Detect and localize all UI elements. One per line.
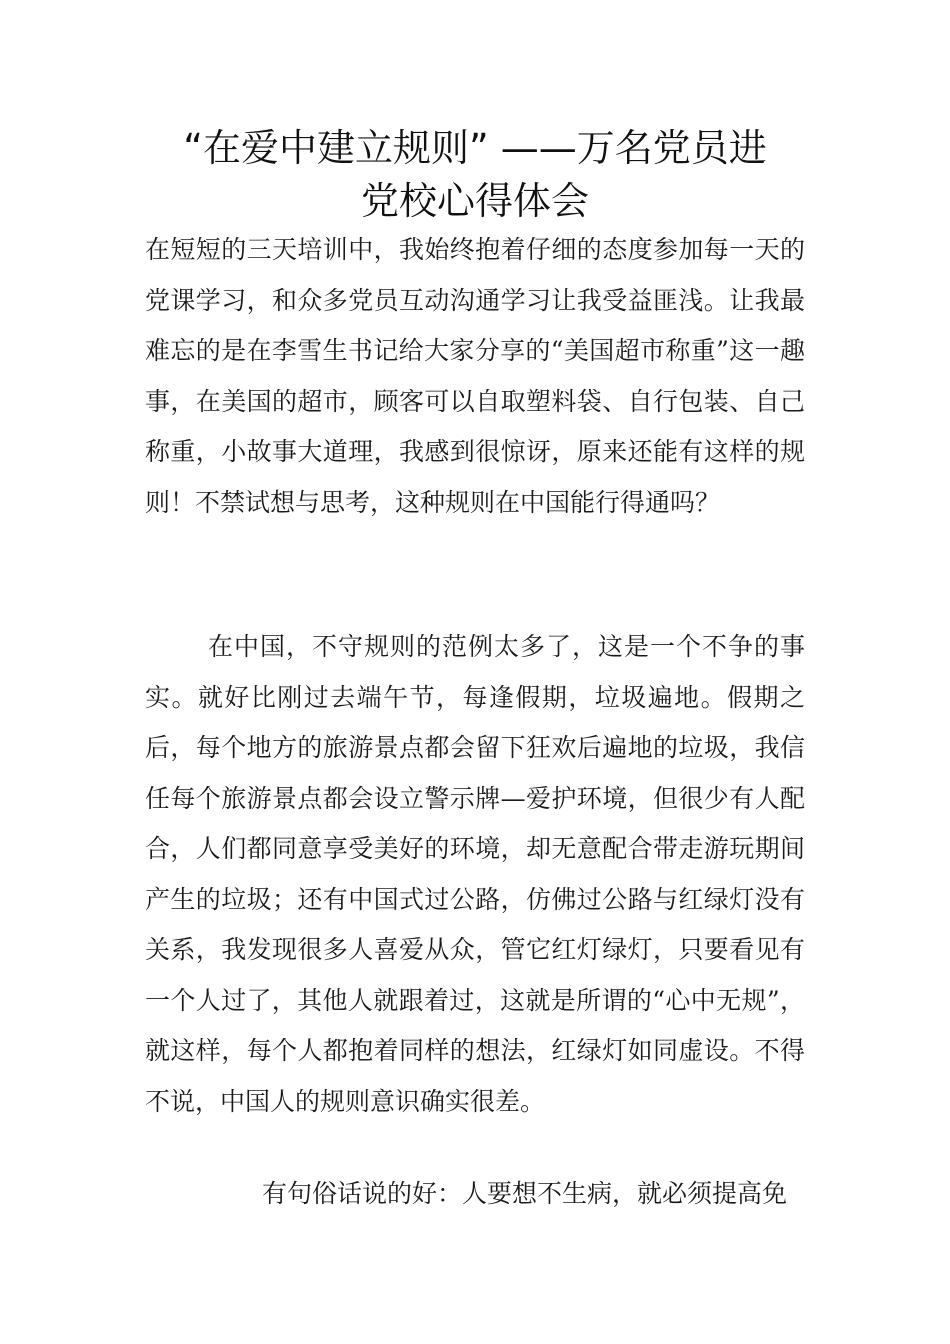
paragraph-1: 在短短的三天培训中，我始终抱着仔细的态度参加每一天的党课学习，和众多党员互动沟通学习让我受益匪浅。让我最难忘的是在李雪生书记给大家分享的“美国超市称重”这一趣事，在美国的超市，顾客可以自取塑料袋、自行包装、自己称重，小故事大道理，我感到很惊讶，原来还能有这样的规则！不禁试想与思考，这种规则在中国能行得通吗？ (145, 235, 805, 517)
document-title-line-1: “在爱中建立规则” ——万名党员进 (183, 126, 767, 170)
paragraph-3: 有句俗话说的好：人要想不生病，就必须提高免 (262, 1179, 788, 1208)
paragraph-2: 在中国，不守规则的范例太多了，这是一个不争的事实。就好比刚过去端午节，每逢假期，垃圾遍地。假期之后，每个地方的旅游景点都会留下狂欢后遍地的垃圾，我信任每个旅游景点都会设立警示牌—爱护环境，但很少有人配合，人们都同意享受美好的环境，却无意配合带走游玩期间产生的垃圾；还有中国式过公路，仿佛过公路与红绿灯没有关系，我发现很多人喜爱从众，管它红灯绿灯，只要看见有一个人过了，其他人就跟着过，这就是所谓的“心中无规”，就这样，每个人都抱着同样的想法，红绿灯如同虚设。不得不说，中国人的规则意识确实很差。 (145, 632, 805, 1116)
document-title-line-2: 党校心得体会 (360, 179, 589, 223)
